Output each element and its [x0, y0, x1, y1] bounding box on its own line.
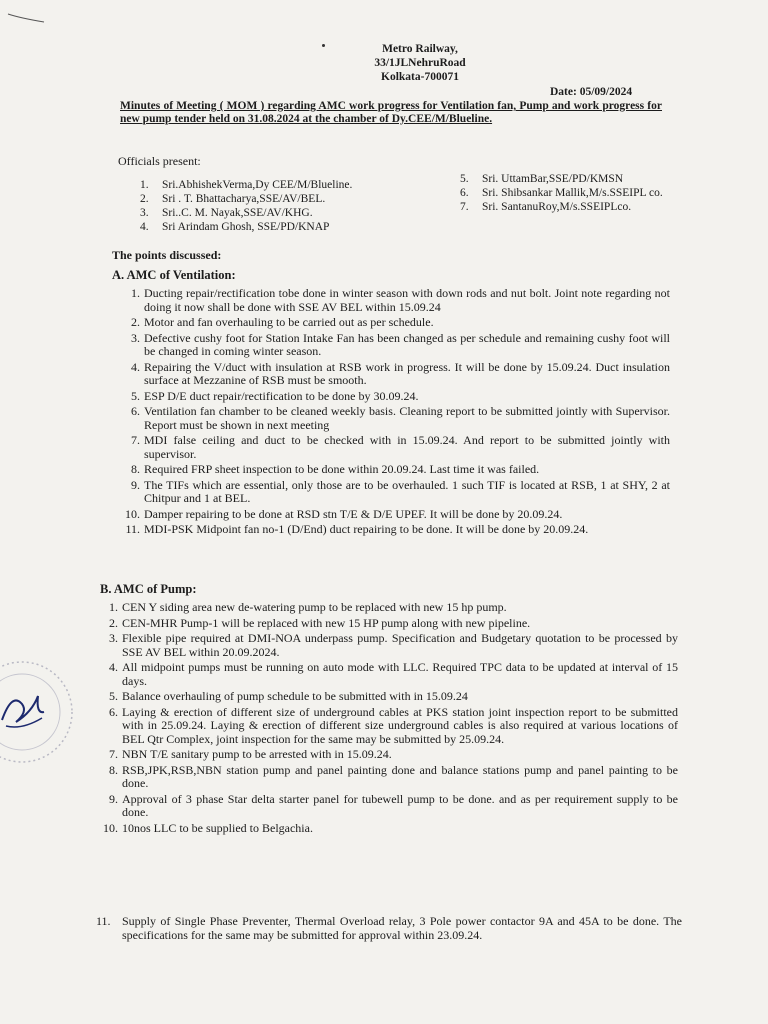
list-item: 8. RSB,JPK,RSB,NBN station pump and panel painting done and balance stations pump and panel painting to be done.	[109, 762, 678, 790]
document-date: Date: 05/09/2024	[550, 86, 633, 98]
officials-heading: Officials present:	[118, 154, 201, 168]
official-item: 6. Sri. Shibsankar Mallik,M/s.SSEIPL co.	[460, 187, 663, 199]
list-item: 2. CEN-MHR Pump-1 will be replaced with new 15 HP pump along with new pipeline.	[109, 615, 531, 630]
officials-list-left	[140, 178, 352, 234]
list-item: 6. Ventilation fan chamber to be cleaned weekly basis. Cleaning report to be submitted jointly with Supervisor. Report must be shown in next meeting	[131, 404, 670, 432]
list-item-11: 11. Supply of Single Phase Preventer, Thermal Overload relay, 3 Pole power contactor 9A and 45A to be done. The specifications for the same may be submitted for approval within 23.09.24.	[96, 914, 682, 942]
list-item: 2. Motor and fan overhauling to be carried out as per schedule.	[131, 315, 434, 329]
list-item: 7. NBN T/E sanitary pump to be arrested with in 15.09.24.	[109, 747, 392, 761]
pen-mark-icon	[6, 8, 46, 24]
official-item: 7. Sri. SantanuRoy,M/s.SSEIPLco.	[460, 201, 632, 213]
document-title: Minutes of Meeting ( MOM ) regarding AMC work progress for Ventilation fan, Pump and work progress for new pump tender held on 31.08.2024 at the chamber of Dy.CEE/M/Blueline.	[120, 100, 662, 125]
section-b-list	[96, 601, 678, 837]
address-line-2: Kolkata-700071	[381, 71, 459, 83]
list-item: 9. Approval of 3 phase Star delta starter panel for tubewell pump to be done. and as per requirement supply to be done.	[109, 791, 678, 819]
letterhead	[340, 42, 500, 84]
list-item: 1. Ducting repair/rectification tobe done in winter season with down rods and nut bolt. Joint note regarding not doing it now shall be done with SSE AV BEL within 15.09.24	[131, 286, 670, 314]
org-name: Metro Railway,	[382, 43, 458, 55]
ink-dot	[322, 44, 325, 47]
section-a-heading: A. AMC of Ventilation:	[112, 268, 236, 282]
list-item: 3. Defective cushy foot for Station Intake Fan has been changed as per schedule and remaining cushy foot will be changed in coming winter season.	[131, 330, 670, 358]
list-item: 10. 10nos LLC to be supplied to Belgachia.	[103, 820, 313, 835]
official-item: 2. Sri . T. Bhattacharya,SSE/AV/BEL.	[140, 193, 326, 205]
list-item: 3. Flexible pipe required at DMI-NOA underpass pump. Specification and Budgetary quotation to be processed by SSE AV BEL within 20.09.2024.	[109, 631, 678, 659]
list-item: 10. Damper repairing to be done at RSD stn T/E & D/E UPEF. It will be done by 20.09.24.	[125, 506, 563, 521]
official-item: 1. Sri.AbhishekVerma,Dy CEE/M/Blueline.	[140, 179, 353, 191]
section-a-list	[118, 287, 670, 539]
list-item: 8. Required FRP sheet inspection to be done within 20.09.24. Last time it was failed.	[131, 462, 540, 476]
list-item: 5. ESP D/E duct repair/rectification to be done by 30.09.24.	[131, 388, 419, 403]
list-item: 5. Balance overhauling of pump schedule to be submitted with in 15.09.24	[109, 689, 468, 703]
list-item: 4. All midpoint pumps must be running on auto mode with LLC. Required TPC data to be updated at interval of 15 days.	[109, 660, 678, 688]
section-b-heading: B. AMC of Pump:	[100, 582, 197, 596]
official-item: 3. Sri..C. M. Nayak,SSE/AV/KHG.	[140, 207, 313, 219]
list-item: 7. MDI false ceiling and duct to be checked with in 15.09.24. And report to be submitted jointly with supervisor.	[131, 433, 670, 461]
list-item: 1. CEN Y siding area new de-watering pump to be replaced with new 15 hp pump.	[109, 600, 507, 614]
officials-list-right	[460, 172, 663, 214]
address-line-1: 33/1JLNehruRoad	[374, 57, 466, 69]
points-heading: The points discussed:	[112, 248, 222, 262]
list-item: 6. Laying & erection of different size of underground cables at PKS station joint inspection report to be submitted with in 25.09.24. Laying & erection of different size underground cables is also required at various locations of BEL Qtr Complex, joint inspection for the same may be submitted by 25.09.24.	[109, 704, 678, 746]
official-item: 4. Sri Arindam Ghosh, SSE/PD/KNAP	[140, 221, 330, 233]
list-item: 9. The TIFs which are essential, only those are to be overhauled. 1 such TIF is located at RSB, 1 at SHY, 2 at Chitpur and 1 at BEL.	[131, 477, 670, 505]
list-item: 4. Repairing the V/duct with insulation at RSB work in progress. It will be done by 15.09.24. Duct insulation surface at Mezzanine of RSB must be smooth.	[131, 359, 670, 387]
signature-stamp-icon	[0, 652, 80, 770]
official-item: 5. Sri. UttamBar,SSE/PD/KMSN	[460, 173, 624, 185]
list-item: 11. MDI-PSK Midpoint fan no-1 (D/End) duct repairing to be done. It will be done by 20.09.24.	[125, 522, 589, 536]
